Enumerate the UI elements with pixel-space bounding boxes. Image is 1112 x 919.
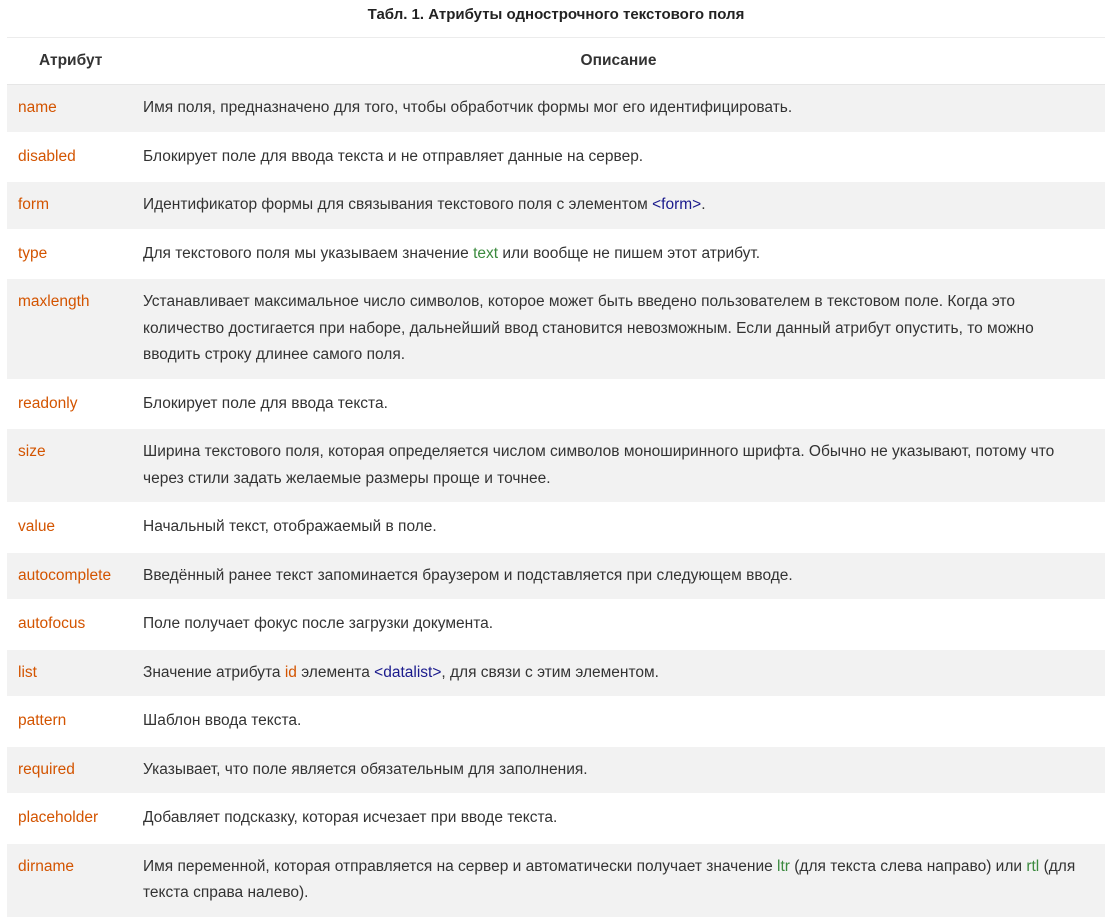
table-row <box>7 552 1105 601</box>
attribute-name: autofocus <box>7 600 132 649</box>
attribute-name: type <box>7 230 132 279</box>
description-text: или вообще не пишем этот атрибут. <box>498 244 761 262</box>
element-tag: <datalist> <box>374 663 442 681</box>
attribute-description <box>132 552 1105 601</box>
description-text: Поле получает фокус после загрузки документа. <box>143 615 494 632</box>
attribute-description <box>132 649 1105 698</box>
attribute-description <box>132 794 1105 843</box>
description-text: Имя поля, предназначено для того, чтобы обработчик формы мог его идентифицировать. <box>143 99 793 116</box>
table-row <box>7 746 1105 795</box>
table-row <box>7 230 1105 279</box>
attribute-name: dirname <box>7 843 132 918</box>
attribute-value: rtl <box>1026 857 1040 875</box>
attribute-description <box>132 278 1105 380</box>
table-row <box>7 600 1105 649</box>
description-text: Указывает, что поле является обязательным для заполнения. <box>143 760 588 778</box>
description-text: Добавляет подсказку, которая исчезает при вводе текста. <box>143 809 558 826</box>
attribute-description <box>132 380 1105 429</box>
attributes-table <box>7 37 1105 919</box>
description-text: Значение атрибута <box>143 663 285 681</box>
table-row <box>7 380 1105 429</box>
header-attribute: Атрибут <box>7 38 132 85</box>
table-row <box>7 85 1105 133</box>
attribute-name: size <box>7 428 132 503</box>
description-text: Начальный текст, отображаемый в поле. <box>143 518 437 535</box>
attribute-description <box>132 85 1105 133</box>
description-text: Блокирует поле для ввода текста. <box>143 394 388 412</box>
header-description: Описание <box>132 38 1105 85</box>
description-text: Идентификатор формы для связывания текстового поля с элементом <box>143 196 653 213</box>
description-text: Ширина текстового поля, которая определяется числом символов моноширинного шрифта. Обычно не указывают, потому что через стили задать желаемые размеры проще и точнее. <box>143 443 1055 487</box>
element-tag: <form> <box>652 196 702 213</box>
attribute-name: placeholder <box>7 794 132 843</box>
attribute-ref: id <box>284 663 297 681</box>
table-row <box>7 794 1105 843</box>
attribute-description <box>132 133 1105 182</box>
attribute-name: required <box>7 746 132 795</box>
table-row <box>7 697 1105 746</box>
description-text: Введённый ранее текст запоминается браузером и подставляется при следующем вводе. <box>143 566 793 584</box>
attribute-name: value <box>7 503 132 552</box>
description-text: (для текста справа налево). <box>143 857 1076 901</box>
table-header <box>7 38 1105 85</box>
attribute-name: name <box>7 85 132 133</box>
attribute-description <box>132 181 1105 230</box>
description-text: Устанавливает максимальное число символов, которое может быть введено пользователем в текстовом поле. Когда это количество достигается при наборе, дальнейший ввод становится невозможным. Если данный атрибут опустить, то можно вводить строку длинее самого поля. <box>143 293 1034 363</box>
description-text: Шаблон ввода текста. <box>143 712 302 729</box>
attribute-description <box>132 600 1105 649</box>
attribute-description <box>132 503 1105 552</box>
description-text: , для связи с этим элементом. <box>441 663 659 681</box>
attribute-name: form <box>7 181 132 230</box>
attribute-name: autocomplete <box>7 552 132 601</box>
table-row <box>7 133 1105 182</box>
header-row <box>7 38 1105 85</box>
attribute-name: maxlength <box>7 278 132 380</box>
attribute-description <box>132 428 1105 503</box>
table-row <box>7 278 1105 380</box>
table-body <box>7 85 1105 918</box>
description-text: Для текстового поля мы указываем значение <box>143 244 474 262</box>
description-text: элемента <box>296 663 375 681</box>
attribute-name: pattern <box>7 697 132 746</box>
description-text: Имя переменной, которая отправляется на сервер и автоматически получает значение <box>143 857 778 875</box>
table-row <box>7 843 1105 918</box>
attribute-description <box>132 230 1105 279</box>
table-row <box>7 649 1105 698</box>
attribute-description <box>132 697 1105 746</box>
attribute-value: ltr <box>777 857 790 875</box>
description-text: (для текста слева направо) или <box>789 857 1027 875</box>
table-row <box>7 503 1105 552</box>
table-row <box>7 181 1105 230</box>
attribute-description <box>132 746 1105 795</box>
table-row <box>7 428 1105 503</box>
description-text: . <box>701 196 706 213</box>
attribute-name: disabled <box>7 133 132 182</box>
attribute-name: list <box>7 649 132 698</box>
attribute-description <box>132 843 1105 918</box>
description-text: Блокирует поле для ввода текста и не отправляет данные на сервер. <box>143 147 644 165</box>
attribute-value: text <box>473 244 499 262</box>
table-caption: Табл. 1. Атрибуты однострочного текстового поля <box>367 6 745 23</box>
attribute-name: readonly <box>7 380 132 429</box>
